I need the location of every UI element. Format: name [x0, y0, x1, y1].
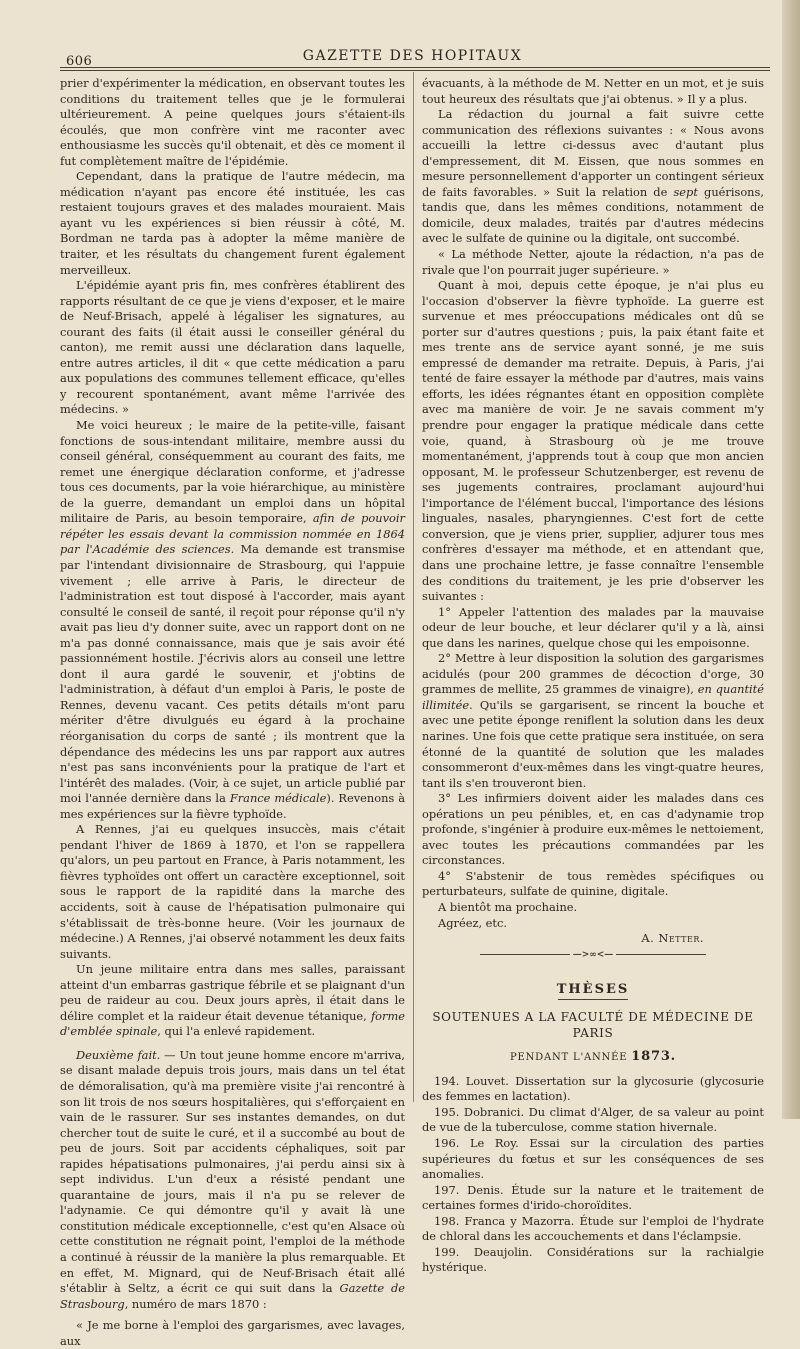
left-column	[60, 76, 405, 1349]
section-title: THÈSES	[556, 981, 630, 997]
thesis-entry: 199. Deaujolin. Considérations sur la rachialgie hystérique.	[422, 1244, 764, 1275]
journal-title: France médicale	[229, 791, 327, 806]
thesis-entry: 196. Le Roy. Essai sur la circulation des parties supérieures du fœtus et sur les conséquences de ses anomalies.	[422, 1136, 764, 1182]
paragraph: A Rennes, j'ai eu quelques insuccès, mais c'était pendant l'hiver de 1869 à 1870, et l'on se rappellera qu'alors, un peu partout en France, à Paris notamment, les fièvres typhoïdes ont offert un caractère exceptionnel, soit sous le rapport de la rapidité dans la marche des accidents, soit à cause de l'hépatisation pulmonaire qui s'établissait de très-bonne heure. (Voir les journaux de médecine.) A Rennes, j'ai observé notamment les deux faits suivants.	[60, 822, 405, 961]
paragraph-text: . Qu'ils se gargarisent, se rincent la bouche et avec une petite éponge reniflent la solution dans les deux narines. Une fois que cette pratique sera instituée, on sera étonné de la quantité de solution que les malades consommeront d'eux-mêmes dans les vingt-quatre heures, tant ils s'en trouveront bien.	[422, 697, 764, 790]
year-value: 1873.	[631, 1049, 677, 1065]
thesis-entry: 197. Denis. Étude sur la nature et le traitement de certaines formes d'irido-choroïdites.	[422, 1182, 764, 1213]
paragraph: Quant à moi, depuis cette époque, je n'ai plus eu l'occasion d'observer la fièvre typhoïde. La guerre est survenue et mes préoccupations médicales ont dû se porter sur d'autres questions ; puis, la paix étant faite et mes trente ans de service ayant sonné, je me suis empressé de demander ma retraite. Depuis, à Paris, j'ai tenté de faire essayer la méthode par d'autres, mais vains efforts, les idées régnantes étant en opposition complète avec ma manière de voir. Je ne savais comment m'y prendre pour engager la pratique médicale dans cette voie, quand, à Strasbourg où je me trouve momentanément, j'apprends tout à coup que mon ancien opposant, M. le professeur Schutzenberger, est revenu de ses jugements contraires, proclamant aujourd'hui l'importance de l'élément buccal, l'importance des lésions linguales, nasales, pharyngiennes. C'est fort de cette conversion, que je viens prier, supplier, adjurer tous mes confrères d'essayer ma méthode, et en attendant que, dans une prochaine lettre, je fasse connaître l'ensemble des conditions du traitement, je les prie d'observer les suivantes :	[422, 278, 764, 604]
journal-title: Gazette de Strasbourg	[60, 1281, 406, 1311]
separator-ornament: —>∞<—	[572, 949, 614, 960]
paragraph: « Je me borne à l'emploi des gargarismes, avec lavages, aux	[60, 1318, 405, 1348]
section-subtitle: SOUTENUES A LA FACULTÉ DE MÉDECINE DE PARIS	[432, 1010, 754, 1040]
page-spine-shadow	[782, 0, 800, 1119]
paragraph	[60, 962, 405, 1040]
list-item: 1° Appeler l'attention des malades par la mauvaise odeur de leur bouche, et leur déclarer qu'il y a là, ainsi que dans les narines, quelque chose qui les empoisonne.	[422, 604, 764, 650]
paragraph-text: Me voici heureux ; le maire de la petite-ville, faisant fonctions de sous-intendant militaire, membre aussi du conseil général, conséquemment au courant des faits, me remet une énergique déclaration conforme, et j'adresse tous ces documents, par la voie hiérarchique, au ministère de la guerre, demandant un emploi dans un hôpital militaire de Paris, au besoin temporaire,	[60, 418, 405, 526]
paragraph-text: , numéro de mars 1870 :	[124, 1296, 267, 1311]
title-rule	[558, 999, 628, 1000]
emphasis-text: afin de pouvoir répéter les essais devant la commission nommée en 1864 par l'Académie des sciences.	[60, 511, 405, 557]
list-item: 4° S'abstenir de tous remèdes spécifiques ou perturbateurs, sulfate de quinine, digitale.	[422, 868, 764, 899]
running-title: GAZETTE DES HOPITAUX	[302, 48, 523, 64]
emphasis-text: en quantité illimitée	[422, 682, 764, 712]
paragraph: « La méthode Netter, ajoute la rédaction, n'a pas de rivale que l'on pourrait juger supérieure. »	[422, 247, 764, 277]
thesis-list	[422, 1074, 764, 1276]
paragraph-text: La rédaction du journal a fait suivre cette communication des réflexions suivantes : « Nous avons accueilli la lettre ci-dessus avec d'autant plus d'empressement, dit M. Eissen, que nous sommes en mesure personnellement d'apporter un contingent sérieux de faits favorables. » Suit la relation de	[422, 107, 764, 199]
paragraph	[60, 418, 405, 822]
year-prefix: PENDANT L'ANNÉE	[509, 1052, 628, 1064]
header-rule	[60, 67, 770, 71]
paragraph-text: Un jeune militaire entra dans mes salles, paraissant atteint d'un embarras gastrique fébrile et se plaignant d'un peu de raideur au cou. Deux jours après, il était dans le délire complet et la raideur était devenue tétanique,	[60, 962, 405, 1023]
section-year	[422, 1049, 764, 1066]
paragraph: L'épidémie ayant pris fin, mes confrères établirent des rapports résultant de ce que je viens d'exposer, et le maire de Neuf-Brisach, appelé à légaliser les signatures, au courant des faits (il était aussi le conseiller général du canton), me remit aussi une déclaration dans laquelle, entre autres articles, il dit « que cette médication a paru aux populations des communes tellement efficace, qu'elles y recourent spontanément, avant même l'arrivée des médecins. »	[60, 278, 405, 417]
ornamental-separator	[422, 950, 764, 960]
emphasis-text: forme d'emblée spinale	[60, 1008, 405, 1039]
paragraph-text: Ma demande est transmise par l'intendant divisionnaire de Strasbourg, qui l'appuie vivement ; elle arrive à Paris, le directeur de l'administration est tout disposé à l'accorder, mais ayant consulté le conseil de santé, il reçoit pour réponse qu'il n'y avait pas lieu d'y donner suite, avec un rapport dont on ne m'a pas donné connaissance, mais que je sais avoir été passionnément hostile. J'écrivis alors au conseil une lettre dont il aura gardé le souvenir, et j'obtins de l'administration, à défaut d'un emploi à Paris, le poste de Rennes, devenu vacant. Ces petits détails m'ont paru mériter d'être divulgués eu égard à la prochaine réorganisation du corps de santé ; ils montrent que la dépendance des médecins les uns par rapport aux autres n'est pas sans inconvénients pour la pratique de l'art et l'intérêt des malades. (Voir, à ce sujet, un article publié par moi l'année dernière dans la	[60, 542, 405, 806]
closing-line: Agréez, etc.	[438, 915, 508, 930]
list-item	[422, 651, 764, 791]
thesis-entry: 194. Louvet. Dissertation sur la glycosurie (glycosurie des femmes en lactation).	[422, 1073, 764, 1104]
thesis-entry: 195. Dobranici. Du climat d'Alger, de sa valeur au point de vue de la tuberculose, comme station hivernale.	[422, 1104, 764, 1135]
emphasis-text: sept	[673, 184, 698, 199]
signature: A. Netter.	[641, 931, 704, 946]
column-divider	[413, 72, 414, 1102]
paragraph-text: 2° Mettre à leur disposition la solution des gargarismes acidulés (pour 200 grammes de décoction d'orge, 30 grammes de mellite, 25 grammes de vinaigre),	[422, 651, 764, 697]
list-item: 3° Les infirmiers doivent aider les malades dans ces opérations un peu pénibles, et, en cas d'adynamie trop profonde, s'ingénier à produire eux-mêmes le nettoiement, avec toutes les précautions commandées par les circonstances.	[422, 791, 764, 868]
thesis-entry: 198. Franca y Mazorra. Étude sur l'emploi de l'hydrate de chloral dans les accouchements et dans l'éclampsie.	[422, 1213, 764, 1244]
paragraph: évacuants, à la méthode de M. Netter en un mot, et je suis tout heureux des résultats que j'ai obtenus. » Il y a plus.	[422, 76, 764, 106]
paragraph: Cependant, dans la pratique de l'autre médecin, ma médication n'ayant pas encore été instituée, les cas restaient toujours graves et des malades mouraient. Mais ayant vu les expériences si bien réussir à côté, M. Bordman ne tarda pas à adopter la même manière de traiter, et les résultats du changement furent également merveilleux.	[60, 169, 405, 277]
paragraph-text: ). Revenons à mes expériences sur la fièvre typhoïde.	[60, 791, 405, 821]
paragraph: prier d'expérimenter la médication, en observant toutes les conditions du traitement telles que je le formulerai ultérieurement. A peine quelques jours s'étaient-ils écoulés, que mon confrère vint me raconter avec enthousiasme les succès qu'il obtenait, et dès ce moment il fut complètement maître de l'épidémie.	[60, 76, 405, 168]
paragraph-text: , qui l'a enlevé rapidement.	[157, 1024, 316, 1039]
paragraph	[60, 1048, 405, 1312]
closing-line: A bientôt ma prochaine.	[438, 899, 578, 914]
page-number: 606	[66, 54, 93, 69]
page-header	[60, 44, 765, 68]
paragraph-text: — Un tout jeune homme encore m'arriva, se disant malade depuis trois jours, mais dans un tel état de démoralisation, qu'à ma première visite j'ai rencontré à son lit trois de nos sœurs hospitalières, qui s'efforçaient en vain de le rassurer. Sur ses instantes demandes, on dut chercher tout de suite le curé, et il a succombé au bout de peu de jours. Soit par accidents céphaliques, soit par rapides hépatisations pulmonaires, j'ai perdu ainsi six à sept individus. L'un d'eux a résisté pendant une quarantaine de jours, mais il n'a pu se relever de l'adynamie. Ce qui démontre qu'il y avait là une constitution médicale exceptionnelle, c'est qu'en Alsace où cette constitution ne régnait point, l'emploi de la méthode a continué à réussir de la manière la plus remarquable. Et en effet, M. Mignard, qui de Neuf-Brisach était allé s'établir à Seltz, a écrit ce qui suit dans la	[60, 1047, 405, 1296]
case-heading: Deuxième fait.	[76, 1047, 161, 1062]
right-column	[422, 76, 764, 1276]
paragraph	[422, 107, 764, 247]
paragraph-text: guérisons, tandis que, dans les mêmes conditions, notamment de domicile, deux malades, traités par d'autres médecins avec le sulfate de quinine ou la digitale, ont succombé.	[422, 184, 764, 246]
